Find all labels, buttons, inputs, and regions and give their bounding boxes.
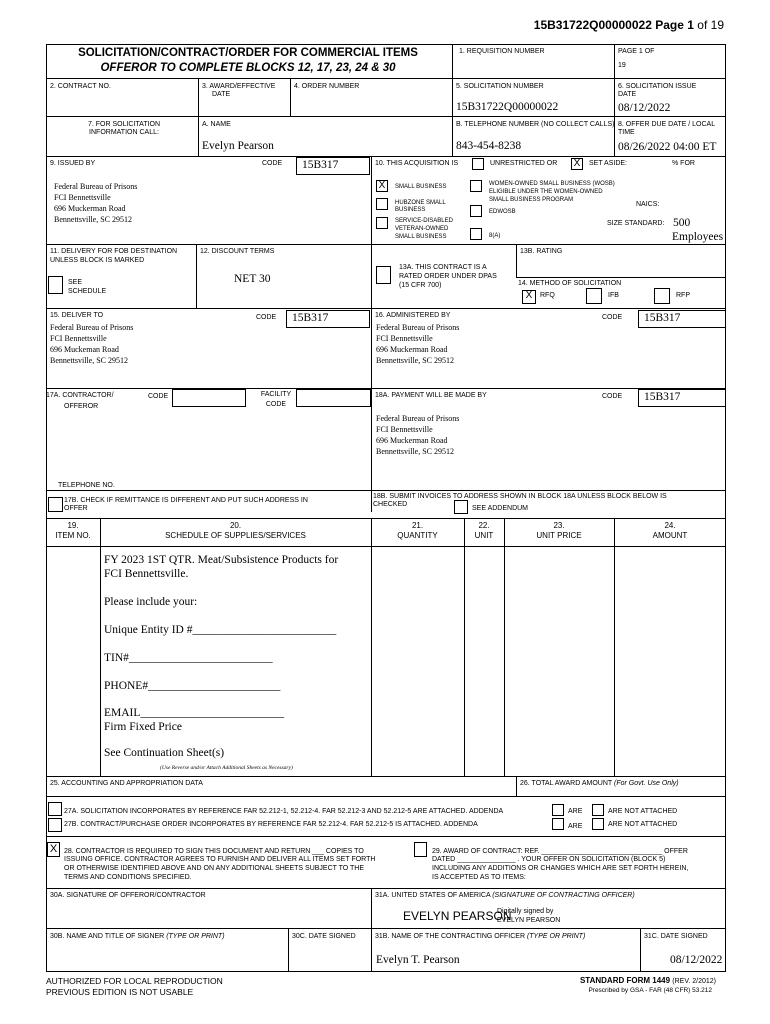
telephone-label: B. TELEPHONE NUMBER (NO COLLECT CALLS) bbox=[456, 121, 615, 128]
discount-terms-label: 12. DISCOUNT TERMS bbox=[200, 248, 275, 255]
form-subtitle: OFFEROR TO COMPLETE BLOCKS 12, 17, 23, 24 & 30 bbox=[100, 62, 396, 74]
payment-by-addr-2: FCI Bennettsville bbox=[376, 425, 433, 434]
col-unit-header: UNIT bbox=[474, 531, 494, 540]
footer-prescribed: Prescribed by GSA - FAR (48 CFR) 53.212 bbox=[588, 987, 712, 994]
rfp-checkbox[interactable] bbox=[654, 288, 670, 304]
contract-no-label: 2. CONTRACT NO. bbox=[50, 83, 111, 90]
sdvosb-label-3: SMALL BUSINESS bbox=[395, 234, 447, 240]
acquisition-label: 10. THIS ACQUISITION IS bbox=[375, 160, 459, 167]
deliver-to-addr-4: Bennettsville, SC 29512 bbox=[50, 356, 128, 365]
col-schedule-header: SCHEDULE OF SUPPLIES/SERVICES bbox=[165, 531, 306, 540]
29-checkbox[interactable] bbox=[414, 842, 427, 857]
27b-label: 27B. CONTRACT/PURCHASE ORDER INCORPORATES BY REFERENCE FAR 52.212-4. FAR 52.212-5 IS ATTACHED. ADDENDA bbox=[64, 821, 478, 828]
schedule-line-6: PHONE#_______________________ bbox=[104, 680, 281, 692]
schedule-line-1: FY 2023 1ST QTR. Meat/Subsistence Products for bbox=[104, 554, 339, 566]
administered-by-addr-2: FCI Bennettsville bbox=[376, 334, 433, 343]
total-award-label-text: 26. TOTAL AWARD AMOUNT bbox=[520, 780, 613, 787]
set-aside-label: SET ASIDE: bbox=[589, 160, 627, 167]
contractor-label: 17A. CONTRACTOR/ bbox=[46, 392, 114, 399]
29-label-2: DATED _______________ . YOUR OFFER ON SOLICITATION (BLOCK 5) bbox=[432, 856, 666, 863]
ifb-label: IFB bbox=[608, 292, 619, 299]
col-quantity-header: QUANTITY bbox=[397, 531, 438, 540]
issued-by-code: 15B317 bbox=[302, 159, 339, 171]
facility-code-box[interactable] bbox=[296, 389, 371, 407]
28-label-2: ISSUING OFFICE. CONTRACTOR AGREES TO FURNISH AND DELIVER ALL ITEMS SET FORTH bbox=[64, 856, 376, 863]
signature-offeror-label: 30A. SIGNATURE OF OFFEROR/CONTRACTOR bbox=[50, 892, 206, 899]
administered-by-label: 16. ADMINISTERED BY bbox=[375, 312, 451, 319]
administered-by-code: 15B317 bbox=[644, 312, 681, 324]
unrestricted-label: UNRESTRICTED OR bbox=[490, 160, 558, 167]
col-amount-header: AMOUNT bbox=[652, 531, 688, 540]
offer-due-value: 08/26/2022 04:00 ET bbox=[618, 141, 717, 153]
contractor-code-label: CODE bbox=[148, 393, 169, 400]
issued-by-addr-3: 696 Muckerman Road bbox=[54, 204, 126, 213]
27b-are-checkbox[interactable] bbox=[552, 818, 564, 830]
see-schedule-label: SEE bbox=[68, 279, 83, 286]
requisition-number-label: 1. REQUISITION NUMBER bbox=[459, 48, 545, 55]
issue-date-label: 6. SOLICITATION ISSUE bbox=[618, 83, 697, 90]
solicitation-number-label: 5. SOLICITATION NUMBER bbox=[456, 83, 544, 90]
payment-by-addr-1: Federal Bureau of Prisons bbox=[376, 414, 460, 423]
28-label-3: OR OTHERWISE IDENTIFIED ABOVE AND ON ANY ADDITIONAL SHEETS SUBJECT TO THE bbox=[64, 865, 365, 872]
page-header bbox=[534, 18, 724, 32]
offer-due-label-2: TIME bbox=[618, 129, 635, 136]
page-of-label: PAGE 1 OF bbox=[618, 48, 655, 55]
deliver-to-code: 15B317 bbox=[292, 312, 329, 324]
remittance-label: 17B. CHECK IF REMITTANCE IS DIFFERENT AND PUT SUCH ADDRESS IN bbox=[64, 497, 308, 504]
wosb-label-3: SMALL BUSINESS PROGRAM bbox=[489, 197, 574, 203]
digital-signature: EVELYN PEARSON bbox=[403, 909, 512, 923]
method-label: 14. METHOD OF SOLICITATION bbox=[518, 280, 622, 287]
total-award-label bbox=[520, 780, 679, 788]
administered-by-addr-4: Bennettsville, SC 29512 bbox=[376, 356, 454, 365]
28-checkbox[interactable]: X bbox=[47, 842, 60, 857]
info-call-label-2: INFORMATION CALL: bbox=[89, 129, 159, 136]
signer-name-label-text: 30B. NAME AND TITLE OF SIGNER bbox=[50, 933, 165, 940]
27b-checkbox[interactable] bbox=[48, 818, 62, 832]
administered-by-code-label: CODE bbox=[602, 314, 623, 321]
28-label-1: 28. CONTRACTOR IS REQUIRED TO SIGN THIS DOCUMENT AND RETURN ___ COPIES TO bbox=[64, 848, 364, 855]
issued-by-code-label: CODE bbox=[262, 160, 283, 167]
footer-sf: STANDARD FORM 1449 bbox=[579, 976, 671, 985]
addendum-checkbox[interactable] bbox=[454, 500, 468, 514]
facility-code-label-2: CODE bbox=[265, 401, 287, 408]
hubzone-label: HUBZONE SMALL bbox=[395, 200, 446, 206]
27b-are-not-label: ARE NOT ATTACHED bbox=[608, 821, 678, 828]
discount-terms-value: NET 30 bbox=[234, 273, 271, 285]
payment-by-code: 15B317 bbox=[644, 391, 681, 403]
addendum-label: SEE ADDENDUM bbox=[472, 505, 529, 512]
page-of: of bbox=[697, 18, 708, 32]
co-name-label-text: 31B. NAME OF THE CONTRACTING OFFICER bbox=[375, 933, 525, 940]
schedule-line-5: TIN#_________________________ bbox=[104, 652, 273, 664]
col-22-number: 22. bbox=[478, 521, 490, 530]
doc-number: 15B31722Q00000022 bbox=[533, 18, 652, 32]
footer-left-2: PREVIOUS EDITION IS NOT USABLE bbox=[46, 987, 194, 997]
co-date-label: 31C. DATE SIGNED bbox=[644, 933, 708, 940]
schedule-line-3: Please include your: bbox=[104, 596, 198, 608]
col-unit-price-header: UNIT PRICE bbox=[536, 531, 582, 540]
signer-name-label-italic: (TYPE OR PRINT) bbox=[166, 933, 225, 940]
telephone-no-label: TELEPHONE NO. bbox=[58, 482, 115, 489]
submit-invoices-label-2: CHECKED bbox=[373, 501, 408, 508]
payment-by-label: 18A. PAYMENT WILL BE MADE BY bbox=[375, 392, 487, 399]
signature-co-label-text: 31A. UNITED STATES OF AMERICA bbox=[375, 892, 491, 899]
deliver-to-label: 15. DELIVER TO bbox=[50, 312, 104, 319]
solicitation-number-value: 15B31722Q00000022 bbox=[456, 101, 559, 113]
deliver-to-addr-1: Federal Bureau of Prisons bbox=[50, 323, 134, 332]
schedule-line-8: Firm Fixed Price bbox=[104, 721, 182, 733]
co-name-label bbox=[375, 933, 585, 941]
schedule-line-4: Unique Entity ID #_________________________ bbox=[104, 624, 337, 636]
issued-by-addr-1: Federal Bureau of Prisons bbox=[54, 182, 138, 191]
footer-sf-line bbox=[580, 976, 716, 985]
29-label-4: IS ACCEPTED AS TO ITEMS: bbox=[432, 874, 526, 881]
award-date-label-2: DATE bbox=[212, 91, 231, 98]
payment-by-code-label: CODE bbox=[602, 393, 623, 400]
digital-signature-note-2: EVELYN PEARSON bbox=[497, 917, 561, 924]
co-name-value: Evelyn T. Pearson bbox=[376, 954, 460, 966]
small-business-checkbox[interactable]: X bbox=[376, 180, 388, 192]
signer-name-label bbox=[50, 933, 225, 941]
deliver-to-addr-3: 696 Muckeman Road bbox=[50, 345, 119, 354]
col-21-number: 21. bbox=[411, 521, 424, 530]
remittance-label-2: OFFER bbox=[64, 505, 88, 512]
27a-label: 27A. SOLICITATION INCORPORATES BY REFERENCE FAR 52.212-1, 52.212-4. FAR 52.212-3 AND 52.212-5 ARE ATTACHED. ADDENDA bbox=[64, 808, 504, 815]
payment-by-addr-3: 696 Muckerman Road bbox=[376, 436, 448, 445]
small-business-label: SMALL BUSINESS bbox=[395, 184, 447, 190]
co-name-label-italic: (TYPE OR PRINT) bbox=[526, 933, 586, 940]
submit-invoices-label: 18B. SUBMIT INVOICES TO ADDRESS SHOWN IN BLOCK 18A UNLESS BLOCK BELOW IS bbox=[373, 493, 667, 500]
contractor-code-box[interactable] bbox=[172, 389, 246, 407]
name-label: A. NAME bbox=[202, 121, 231, 128]
fob-label-2: UNLESS BLOCK IS MARKED bbox=[50, 257, 145, 264]
see-schedule-checkbox[interactable] bbox=[48, 276, 63, 294]
page-num: 1 bbox=[687, 18, 694, 32]
contractor-label-2: OFFEROR bbox=[64, 403, 99, 410]
schedule-note: (Use Reverse and/or Attach Additional Sheets as Necessary) bbox=[160, 765, 293, 771]
signer-date-label: 30C. DATE SIGNED bbox=[292, 933, 356, 940]
dpas-checkbox[interactable] bbox=[376, 266, 391, 284]
footer-rev: (REV. 2/2012) bbox=[672, 978, 716, 985]
unrestricted-checkbox[interactable] bbox=[472, 158, 484, 170]
fob-label: 11. DELIVERY FOR FOB DESTINATION bbox=[50, 248, 178, 255]
dpas-label-3: (15 CFR 700) bbox=[399, 282, 442, 289]
27b-are-not-checkbox[interactable] bbox=[592, 818, 604, 830]
size-standard-unit: Employees bbox=[672, 231, 724, 243]
col-24-number: 24. bbox=[664, 521, 676, 530]
digital-signature-note-1: Digitally signed by bbox=[497, 908, 554, 915]
col-19-number: 19. bbox=[67, 521, 79, 530]
rfp-label: RFP bbox=[676, 292, 690, 299]
col-20-number: 20. bbox=[229, 521, 242, 530]
27a-are-checkbox[interactable] bbox=[552, 804, 564, 816]
award-date-label: 3. AWARD/EFFECTIVE bbox=[202, 83, 276, 90]
29-label-3: INCLUDING ANY ADDITIONS OR CHANGES WHICH ARE SET FORTH HEREIN, bbox=[432, 865, 689, 872]
schedule-line-7: EMAIL_________________________ bbox=[104, 707, 285, 719]
deliver-to-addr-2: FCI Bennettsville bbox=[50, 334, 107, 343]
dpas-label: 13A. THIS CONTRACT IS A bbox=[399, 264, 487, 271]
percent-for-label: % FOR bbox=[672, 160, 695, 167]
order-number-label: 4. ORDER NUMBER bbox=[294, 83, 360, 90]
wosb-label-2: ELIGIBLE UNDER THE WOMEN-OWNED bbox=[489, 189, 603, 195]
27a-are-not-checkbox[interactable] bbox=[592, 804, 604, 816]
size-standard-label: SIZE STANDARD: bbox=[607, 220, 665, 227]
issued-by-addr-4: Bennettsville, SC 29512 bbox=[54, 215, 132, 224]
col-item-no-header: ITEM NO. bbox=[55, 531, 91, 540]
facility-code-label: FACILITY bbox=[260, 391, 292, 398]
see-schedule-label-2: SCHEDULE bbox=[68, 288, 107, 295]
dpas-label-2: RATED ORDER UNDER DPAS bbox=[399, 273, 497, 280]
administered-by-addr-3: 696 Muckerman Road bbox=[376, 345, 448, 354]
signature-co-label-italic: (SIGNATURE OF CONTRACTING OFFICER) bbox=[492, 892, 635, 899]
wosb-label: WOMEN-OWNED SMALL BUSINESS (WOSB) bbox=[489, 181, 615, 187]
page-total: 19 bbox=[710, 18, 724, 32]
page-label: Page bbox=[655, 18, 684, 32]
telephone-value: 843-454-8238 bbox=[456, 140, 522, 152]
payment-by-addr-4: Bennettsville, SC 29512 bbox=[376, 447, 454, 456]
contact-name-value: Evelyn Pearson bbox=[202, 140, 274, 152]
set-aside-checkbox[interactable]: X bbox=[571, 158, 583, 170]
issue-date-label-2: DATE bbox=[618, 91, 637, 98]
col-23-number: 23. bbox=[553, 521, 565, 530]
sdvosb-checkbox[interactable] bbox=[376, 217, 388, 229]
rating-label: 13B. RATING bbox=[520, 248, 563, 255]
offer-due-label: 8. OFFER DUE DATE / LOCAL bbox=[618, 121, 716, 128]
form-title: SOLICITATION/CONTRACT/ORDER FOR COMMERCIAL ITEMS bbox=[78, 47, 418, 59]
administered-by-addr-1: Federal Bureau of Prisons bbox=[376, 323, 460, 332]
page-total-value: 19 bbox=[618, 62, 626, 69]
issue-date-value: 08/12/2022 bbox=[618, 102, 671, 114]
accounting-label: 25. ACCOUNTING AND APPROPRIATION DATA bbox=[50, 780, 203, 787]
remittance-checkbox[interactable] bbox=[48, 497, 63, 512]
naics-label: NAICS: bbox=[636, 201, 660, 208]
edwosb-checkbox[interactable] bbox=[470, 205, 482, 217]
eight-a-checkbox[interactable] bbox=[470, 228, 482, 240]
eight-a-label: 8(A) bbox=[489, 233, 501, 239]
deliver-to-code-label: CODE bbox=[256, 314, 277, 321]
schedule-line-2: FCI Bennettsville. bbox=[104, 568, 189, 580]
signature-co-label bbox=[375, 892, 635, 900]
27a-are-label: ARE bbox=[568, 808, 583, 815]
issued-by-addr-2: FCI Bennettsville bbox=[54, 193, 111, 202]
sdvosb-label-2: VETERAN-OWNED bbox=[395, 226, 449, 232]
co-date-value: 08/12/2022 bbox=[670, 954, 723, 966]
total-award-sub: (For Govt. Use Only) bbox=[614, 780, 679, 787]
wosb-checkbox[interactable] bbox=[470, 180, 482, 192]
sdvosb-label: SERVICE-DISABLED bbox=[395, 218, 453, 224]
info-call-label: 7. FOR SOLICITATION bbox=[87, 121, 161, 128]
28-label-4: TERMS AND CONDITIONS SPECIFIED. bbox=[64, 874, 192, 881]
footer-left-1: AUTHORIZED FOR LOCAL REPRODUCTION bbox=[46, 976, 223, 986]
27a-checkbox[interactable] bbox=[48, 802, 62, 816]
27b-are-label: ARE bbox=[568, 823, 583, 830]
schedule-line-9: See Continuation Sheet(s) bbox=[104, 747, 225, 759]
hubzone-checkbox[interactable] bbox=[376, 198, 388, 210]
hubzone-label-2: BUSINESS bbox=[395, 207, 426, 213]
27a-are-not-label: ARE NOT ATTACHED bbox=[608, 808, 678, 815]
ifb-checkbox[interactable] bbox=[586, 288, 602, 304]
edwosb-label: EDWOSB bbox=[489, 209, 516, 215]
rfq-label: RFQ bbox=[540, 292, 555, 299]
issued-by-label: 9. ISSUED BY bbox=[50, 160, 96, 167]
29-label-1: 29. AWARD OF CONTRACT: REF. _______________________________ OFFER bbox=[432, 848, 688, 855]
size-standard-value: 500 bbox=[673, 217, 691, 229]
rfq-checkbox[interactable]: X bbox=[522, 290, 536, 304]
